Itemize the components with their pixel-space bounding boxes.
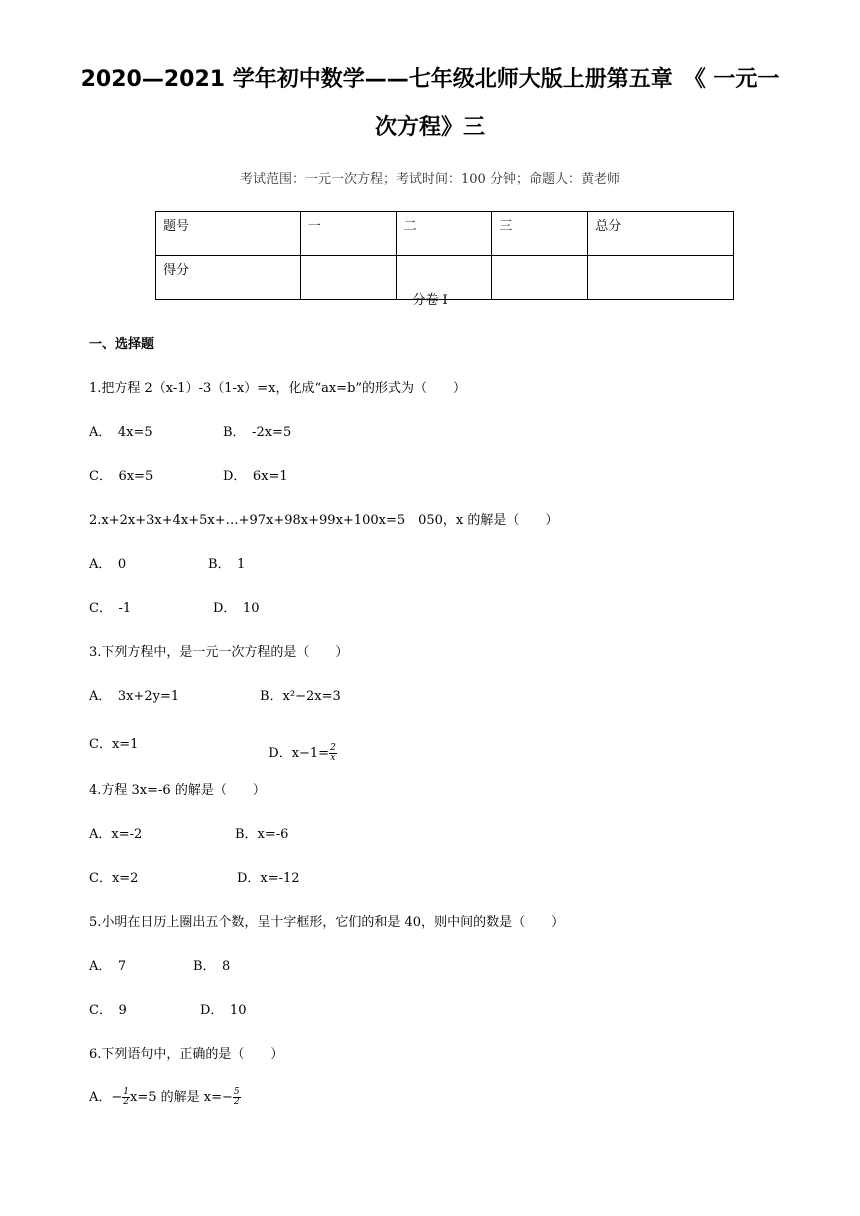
q5-option-b: B． 8: [193, 959, 231, 974]
fraction: [329, 744, 337, 763]
q5-option-c: C． 9: [89, 1003, 127, 1018]
q1-option-c: C． 6x=5: [89, 469, 154, 484]
q3-option-b: B．x²−2x=3: [260, 689, 341, 704]
fraction-denominator: x: [330, 753, 336, 763]
fraction: [122, 1088, 130, 1107]
fraction-denominator: 2: [123, 1097, 130, 1107]
q6-option-a-middle: x=5 的解是 x=−: [130, 1090, 233, 1105]
q4-option-b: B．x=-6: [235, 827, 289, 842]
q3-option-a: A． 3x+2y=1: [89, 689, 180, 704]
fraction-numerator: 5: [233, 1087, 240, 1097]
table-cell: 三: [492, 212, 588, 256]
q5-option-a: A． 7: [89, 959, 127, 974]
fraction-numerator: 1: [123, 1087, 130, 1097]
q4-option-a: A．x=-2: [89, 827, 143, 842]
q6-option-a-prefix: A．−: [89, 1090, 123, 1105]
table-cell: 总分: [588, 212, 734, 256]
section-title: 一、选择题: [89, 337, 155, 352]
fraction: [233, 1088, 241, 1107]
q4-option-c: C．x=2: [89, 871, 139, 886]
q1-option-b: B． -2x=5: [223, 425, 292, 440]
q1-option-d: D． 6x=1: [223, 469, 288, 484]
fraction-denominator: 2: [233, 1097, 240, 1107]
part-label: 分卷 I: [412, 293, 448, 308]
score-table: [155, 211, 734, 300]
q2-option-d: D． 10: [213, 601, 260, 616]
q2-option-b: B． 1: [208, 557, 246, 572]
table-row: [156, 212, 734, 256]
question-4-stem: 4.方程 3x=-6 的解是（ ）: [89, 783, 266, 798]
table-cell: 一: [300, 212, 396, 256]
q5-option-d: D． 10: [200, 1003, 247, 1018]
q1-option-a: A． 4x=5: [89, 425, 153, 440]
q4-option-d: D．x=-12: [237, 871, 300, 886]
q3-option-d-text: D．x−1=: [268, 746, 330, 761]
q2-option-c: C． -1: [89, 601, 132, 616]
title-line-2: 次方程》三: [374, 115, 485, 140]
question-1-stem: 1.把方程 2（x-1）-3（1-x）=x，化成“ax=b”的形式为（ ）: [89, 381, 467, 396]
q2-option-a: A． 0: [89, 557, 127, 572]
question-3-stem: 3.下列方程中，是一元一次方程的是（ ）: [89, 645, 349, 660]
q3-option-d: [260, 727, 337, 763]
table-cell: 二: [396, 212, 492, 256]
q6-option-a: [89, 1086, 241, 1107]
q3-option-c: C．x=1: [89, 737, 139, 752]
question-5-stem: 5.小明在日历上圈出五个数，呈十字框形，它们的和是 40，则中间的数是（ ）: [89, 915, 565, 930]
question-6-stem: 6.下列语句中，正确的是（ ）: [89, 1047, 284, 1062]
title-line-1: 2020—2021 学年初中数学——七年级北师大版上册第五章 《 一元一: [80, 67, 780, 92]
question-2-stem: 2.x+2x+3x+4x+5x+…+97x+98x+99x+100x=5 050，x 的解是（ ）: [89, 513, 559, 528]
table-cell: 题号: [156, 212, 301, 256]
table-cell: 得分: [156, 256, 301, 300]
exam-meta: 考试范围：一元一次方程；考试时间：100 分钟；命题人：黄老师: [240, 172, 620, 187]
fraction-numerator: 2: [330, 743, 336, 753]
